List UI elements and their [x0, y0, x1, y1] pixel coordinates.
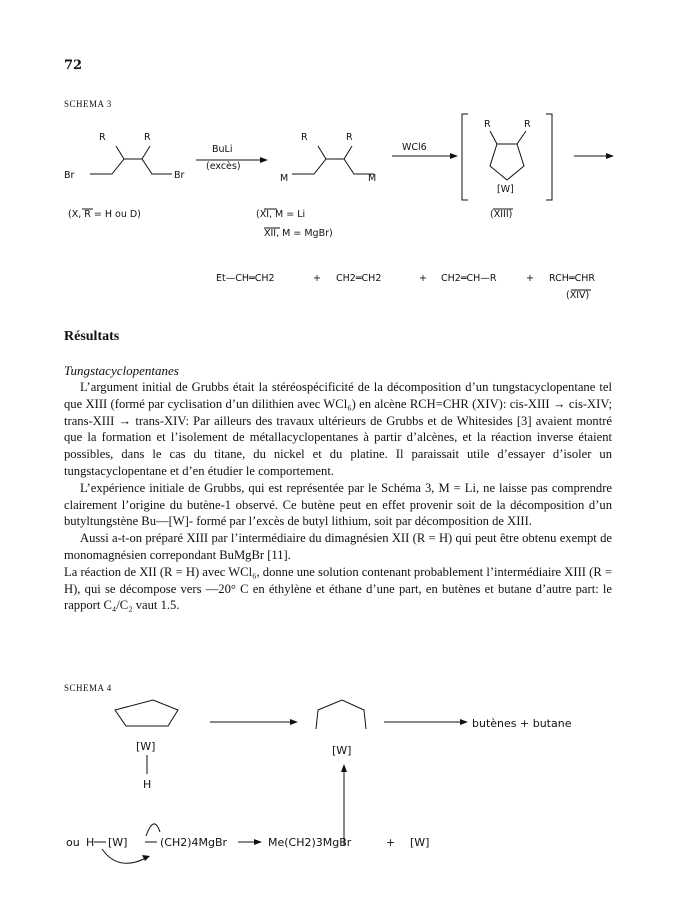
plus-sign: + — [419, 273, 427, 284]
curved-arrow — [102, 849, 146, 863]
left-ring — [115, 700, 178, 726]
caption-x: (X, R = H ou D) — [68, 209, 141, 220]
body-text — [64, 379, 612, 614]
ou-label: ou — [66, 836, 80, 849]
schema3-label: SCHEMA 3 — [64, 99, 112, 109]
r-label: R — [144, 132, 151, 143]
bond-r-right — [142, 146, 150, 159]
r-label: R — [301, 132, 308, 143]
r-label: R — [524, 119, 531, 130]
product-butene: Et—CH═CH2 — [216, 273, 275, 284]
paragraph-4: La réaction de XII (R = H) avec WCl₆, donne une solution contenant probablement l’intermédiaire XIII (R = H), qui se décompose vers —20° C en éthylène et éthane d’une part, en butènes et butane d’autre part: le rapport C₄/C₂ vaut 1.5. — [64, 564, 612, 613]
plus-sign: + — [313, 273, 321, 284]
caption-xiv: (XIV) — [566, 290, 590, 301]
plus-sign: + — [386, 836, 396, 849]
products-butenes-butane: butènes + butane — [472, 717, 572, 730]
section-title: Résultats — [64, 329, 120, 344]
bond-r-left — [116, 146, 124, 159]
reagent-exces: (excès) — [206, 161, 241, 172]
tungstacyclopentane-ring — [490, 144, 524, 180]
r-label: R — [99, 132, 106, 143]
schema3-diagram — [0, 0, 680, 320]
h-bottom: H — [86, 836, 95, 849]
br-right-label: Br — [174, 170, 185, 181]
curved-arrow-top — [146, 824, 160, 836]
plus-sign: + — [526, 273, 534, 284]
paragraph-2: L’expérience initiale de Grubbs, qui est représentée par le Schéma 3, M = Li, ne laisse pas comprendre clairement l’origine du butène-1 observé. Ce butène peut en effet provenir soit de la décomposition d’un butyltungstène Bu—[W]- formé par l’excès de butyl lithium, soit par décomposition de XIII. — [64, 480, 612, 529]
chain-mgbr: (CH2)4MgBr — [160, 836, 228, 849]
r-label: R — [484, 119, 491, 130]
caption-xiii: (XIII) — [490, 209, 513, 220]
ring-metal-w: [W] — [497, 184, 514, 195]
dibromide-skeleton — [90, 159, 172, 174]
bracket-right — [546, 114, 552, 200]
m-right-label: M — [368, 173, 377, 184]
h-label: H — [143, 778, 152, 791]
bracket-left — [462, 114, 468, 200]
paragraph-3: Aussi a-t-on préparé XIII par l’intermédiaire du dimagnésien XII (R = H) qui peut être obtenu exempt de monomagnésien correpondant BuMgBr [11]. — [64, 531, 612, 562]
m-left-label: M — [280, 173, 289, 184]
w-right-bottom: [W] — [410, 836, 430, 849]
w-center: [W] — [108, 836, 128, 849]
dimetal-skeleton — [292, 159, 374, 174]
subsection-title: Tungstacyclopentanes — [64, 363, 179, 378]
caption-xi: (XI, M = Li — [256, 209, 306, 220]
product-ethylene: CH2═CH2 — [336, 273, 382, 284]
r-label: R — [346, 132, 353, 143]
reagent-buli: BuLi — [212, 144, 233, 155]
product-alkene-r: CH2═CH—R — [441, 273, 497, 284]
caption-xii: XII, M = MgBr) — [264, 228, 333, 239]
w-left: [W] — [136, 740, 156, 753]
w-right: [W] — [332, 744, 352, 757]
br-left-label: Br — [64, 170, 75, 181]
page-number: 72 — [64, 58, 83, 73]
product-rch-chr: RCH═CHR — [549, 273, 596, 284]
schema4-diagram — [0, 690, 680, 912]
reagent-wcl6: WCl6 — [402, 142, 427, 153]
product-chain: Me(CH2)3MgBr — [268, 836, 352, 849]
right-ring-open — [316, 700, 366, 729]
schema4-label: SCHEMA 4 — [64, 683, 112, 693]
paragraph-1: L’argument initial de Grubbs était la stéréospécificité de la décomposition d’un tungstacyclopentane tel que XIII (formé par cyclisation d’un dilithien avec WCl₆) en alcène RCH=CHR (XIV): cis-XIII → cis-XIV; trans-XIII → trans-XIV: Par ailleurs des travaux ultérieurs de Grubbs et de Whitesides [3] avaient montré que la formation et l’isolement de métallacyclopentanes à partir d’alcènes, et la réaction inverse étaient possibles, dans le cas du titane, du nickel et du platine. Il paraissait utile d’essayer d’isoler un tungstacyclopentane et d’en étudier le comportement. — [64, 380, 612, 478]
